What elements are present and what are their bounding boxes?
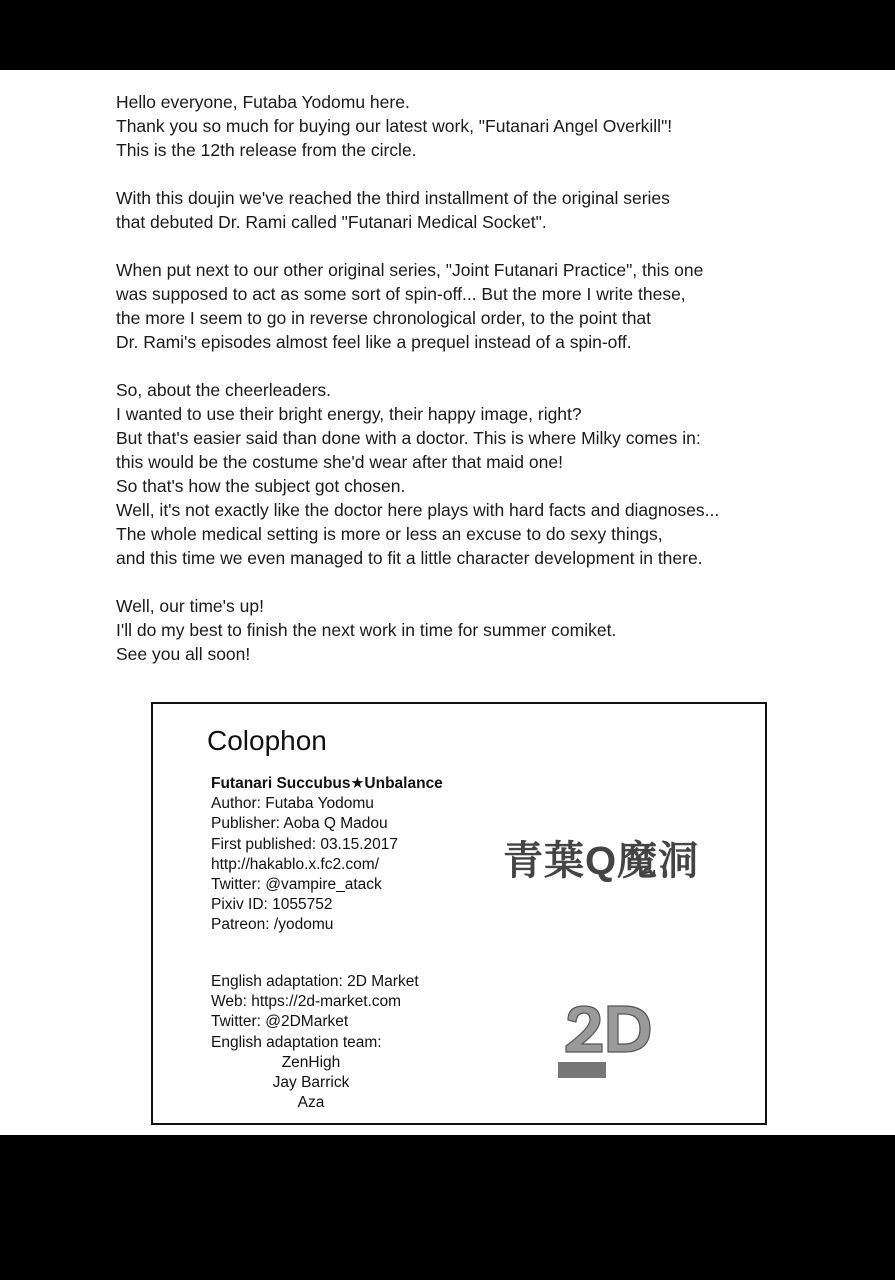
- info-line: Patreon: /yodomu: [211, 916, 334, 934]
- 2d-market-logo: [558, 1000, 658, 1090]
- text-line: So, about the cheerleaders.: [116, 380, 332, 400]
- paragraph: [116, 378, 856, 570]
- afterword-letter: [116, 90, 856, 690]
- info-line: Pixiv ID: 1055752: [211, 896, 333, 914]
- colophon-info: [211, 774, 481, 936]
- text-line: Thank you so much for buying our latest work, "Futanari Angel Overkill"!: [116, 116, 673, 136]
- paragraph: [116, 258, 856, 354]
- text-line: Dr. Rami's episodes almost feel like a prequel instead of a spin-off.: [116, 332, 632, 352]
- team-member: Aza: [297, 1094, 325, 1112]
- text-line: Well, our time's up!: [116, 596, 264, 616]
- info-line: English adaptation team:: [211, 1033, 382, 1051]
- publisher-logo: 青葉Q魔洞: [503, 839, 700, 883]
- text-line: Hello everyone, Futaba Yodomu here.: [116, 92, 410, 112]
- info-line: Twitter: @2DMarket: [211, 1013, 349, 1031]
- info-line: Twitter: @vampire_atack: [211, 876, 382, 894]
- 2d-logo-mark: [566, 1006, 650, 1052]
- info-line: Publisher: Aoba Q Madou: [211, 815, 388, 833]
- text-line: was supposed to act as some sort of spin-off... But the more I write these,: [116, 284, 686, 304]
- text-line: I'll do my best to finish the next work in time for summer comiket.: [116, 620, 617, 640]
- colophon-title: Colophon: [207, 725, 327, 756]
- paragraph: [116, 186, 856, 234]
- text-line: But that's easier said than done with a doctor. This is where Milky comes in:: [116, 428, 701, 448]
- text-line: The whole medical setting is more or less an excuse to do sexy things,: [116, 524, 663, 544]
- text-line: that debuted Dr. Rami called "Futanari Medical Socket".: [116, 212, 547, 232]
- text-line: Well, it's not exactly like the doctor here plays with hard facts and diagnoses...: [116, 500, 720, 520]
- text-line: This is the 12th release from the circle.: [116, 140, 417, 160]
- info-line: Author: Futaba Yodomu: [211, 795, 374, 813]
- work-title: Futanari Succubus★Unbalance: [211, 775, 443, 792]
- text-line: and this time we even managed to fit a little character development in there.: [116, 548, 703, 568]
- paragraph: [116, 90, 856, 162]
- page: [0, 70, 895, 1135]
- text-line: this would be the costume she'd wear after that maid one!: [116, 452, 563, 472]
- market-label-bg: [558, 1062, 606, 1078]
- text-line: the more I seem to go in reverse chronological order, to the point that: [116, 308, 652, 328]
- team-member: Jay Barrick: [272, 1074, 350, 1092]
- team-member: ZenHigh: [281, 1053, 341, 1071]
- colophon-box: [151, 702, 767, 1125]
- text-line: With this doujin we've reached the third installment of the original series: [116, 188, 670, 208]
- text-line: So that's how the subject got chosen.: [116, 476, 406, 496]
- text-line: When put next to our other original series, "Joint Futanari Practice", this one: [116, 260, 704, 280]
- info-line: English adaptation: 2D Market: [211, 973, 419, 990]
- info-line: http://hakablo.x.fc2.com/: [211, 855, 380, 873]
- paragraph: [116, 594, 856, 666]
- text-line: See you all soon!: [116, 644, 251, 664]
- text-line: I wanted to use their bright energy, their happy image, right?: [116, 404, 582, 424]
- adaptation-info: [211, 972, 481, 1113]
- info-line: Web: https://2d-market.com: [211, 993, 402, 1011]
- info-line: First published: 03.15.2017: [211, 835, 398, 853]
